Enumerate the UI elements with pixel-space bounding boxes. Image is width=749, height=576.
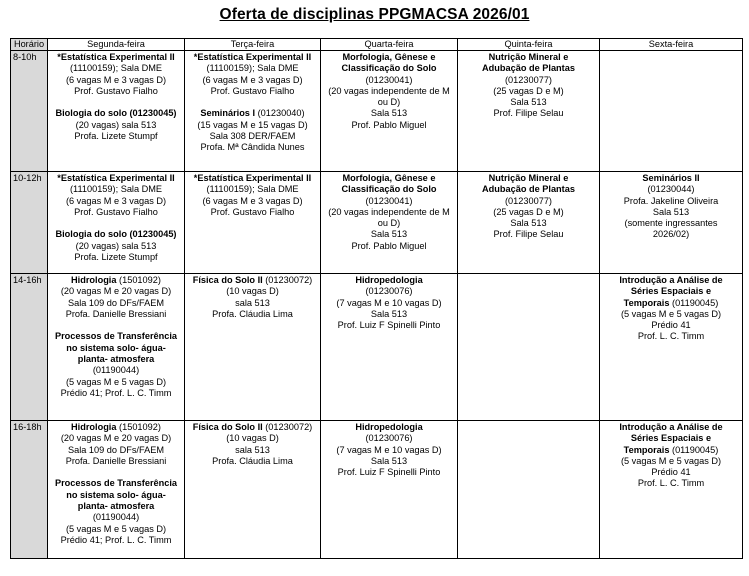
course-detail: Sala 513 [370,308,408,319]
course-entry [323,52,455,131]
course-line [460,108,597,119]
schedule-cell [48,172,185,274]
course-title: *Estatística Experimental II [193,52,312,62]
course-detail: (15 vagas M e 15 vagas D) [197,119,308,130]
course-detail: sala 513 [235,297,270,308]
schedule-cell [185,421,321,559]
course-entry [50,275,182,320]
course-detail: Sala 513 [510,218,547,229]
course-line [50,131,182,142]
course-title: Classificação do Solo [341,184,437,195]
course-line [323,275,455,286]
course-detail: Profa. Danielle Bressiani [65,308,167,319]
header-day: Segunda-feira [48,39,185,51]
header-day: Quarta-feira [321,39,458,51]
course-line [187,63,318,74]
course-line [323,218,455,229]
course-line [50,422,182,433]
course-detail: Prof. L. C. Timm [637,331,705,342]
course-title: *Estatística Experimental II [57,173,175,183]
course-line [323,97,455,108]
course-line [602,229,740,240]
course-line [50,445,182,456]
course-line [323,196,455,207]
course-detail: (20 vagas) sala 513 [75,119,157,130]
course-entry [50,108,182,142]
course-line [602,298,740,309]
course-title: Adubação de Plantas [482,63,575,74]
course-detail: (20 vagas independente de M [328,85,450,96]
course-title: Temporais [623,444,670,455]
course-title: planta- atmosfera [77,501,155,512]
course-line [602,184,740,195]
course-detail: (01230077) [505,74,552,85]
course-line [323,298,455,309]
course-title: planta- atmosfera [77,354,155,365]
course-line [323,456,455,467]
course-detail: (6 vagas M e 3 vagas D) [202,195,303,206]
header-horario: Horário [11,39,48,51]
course-title: Hidropedologia [355,275,423,285]
course-detail: Prof. Gustavo Fialho [210,85,295,96]
course-line [602,433,740,444]
course-detail: Sala 513 [370,108,408,119]
course-detail: Prédio 41 [651,467,691,478]
course-entry [50,229,182,263]
course-line [50,535,182,546]
course-line [187,456,318,467]
course-line [50,52,182,63]
course-detail: (01230076) [365,433,413,444]
course-line [323,75,455,86]
course-title: Adubação de Plantas [482,184,575,195]
course-detail: Sala 513 [370,229,408,240]
course-line [323,320,455,331]
course-title: Biologia do solo (01230045) [55,229,177,240]
course-detail: Profa. Danielle Bressiani [65,455,167,466]
course-line [602,467,740,478]
course-line [460,173,597,184]
course-entry [323,275,455,331]
schedule-cell [321,172,458,274]
course-line [187,131,318,142]
course-line [323,309,455,320]
course-detail: Profa. Lizete Stumpf [74,252,158,263]
course-line [50,501,182,512]
course-detail: (01230072) [262,275,313,285]
schedule-cell [600,172,743,274]
time-slot: 14-16h [11,274,48,421]
course-line [187,309,318,320]
course-title: Hidrologia [71,275,117,285]
course-detail: (01190045) [669,297,719,308]
course-detail: Prédio 41 [651,320,691,331]
course-title: *Estatística Experimental II [57,52,175,62]
course-line [50,331,182,342]
course-line [50,377,182,388]
course-title: Seminários II [642,173,700,183]
course-detail: (01230040) [255,108,305,119]
course-line [323,184,455,195]
course-line [187,75,318,86]
schedule-cell [458,172,600,274]
schedule-cell [321,421,458,559]
header-day: Quinta-feira [458,39,600,51]
course-line [187,286,318,297]
course-line [50,524,182,535]
course-entry [50,173,182,218]
table-row [11,51,743,172]
course-line [50,75,182,86]
course-detail: (20 vagas M e 20 vagas D) [60,286,172,297]
course-detail: (11100159); Sala DME [206,184,299,195]
course-detail: (20 vagas independente de M [328,206,450,217]
course-detail: 2026/02) [652,229,690,240]
course-line [50,433,182,444]
schedule-cell [185,51,321,172]
course-detail: Prof. Pablo Miguel [351,240,427,251]
schedule-cell [458,421,600,559]
schedule-cell [185,274,321,421]
course-title: no sistema solo- água- [66,342,166,353]
schedule-cell [600,51,743,172]
course-line [460,218,597,229]
course-line [50,456,182,467]
course-detail: (7 vagas M e 10 vagas D) [336,444,442,455]
course-line [50,63,182,74]
course-line [50,388,182,399]
course-line [50,512,182,523]
course-line [50,241,182,252]
course-line [323,108,455,119]
course-detail: sala 513 [235,444,270,455]
course-line [187,207,318,218]
course-line [187,422,318,433]
course-line [323,207,455,218]
course-line [323,241,455,252]
course-line [187,120,318,131]
course-title: Nutrição Mineral e [488,52,569,62]
course-detail: (7 vagas M e 10 vagas D) [336,297,442,308]
table-row [11,172,743,274]
course-detail: (1501092) [116,422,161,432]
course-line [323,422,455,433]
course-line [187,86,318,97]
course-line [323,86,455,97]
course-detail: Prédio 41; Prof. L. C. Timm [60,534,172,545]
course-title: Processos de Transferência [54,331,178,342]
course-line [460,52,597,63]
time-slot: 10-12h [11,172,48,274]
course-line [602,478,740,489]
course-entry [50,478,182,546]
course-line [602,275,740,286]
course-line [460,196,597,207]
course-line [50,184,182,195]
course-detail: (01230041) [365,74,413,85]
course-detail: Prof. Gustavo Fialho [210,206,295,217]
course-title: Séries Espaciais e [630,286,712,297]
course-title: *Estatística Experimental II [193,173,312,183]
course-line [602,331,740,342]
schedule-cell [48,274,185,421]
course-entry [602,275,740,343]
course-detail: (20 vagas M e 20 vagas D) [60,433,172,444]
course-detail: Prof. Luiz F Spinelli Pinto [337,467,441,478]
course-title: Seminários I [200,108,256,119]
schedule-cell [458,274,600,421]
course-entry [50,422,182,467]
course-detail: Prof. Filipe Selau [493,108,564,119]
course-title: Nutrição Mineral e [488,173,569,183]
course-line [50,286,182,297]
course-detail: Sala 308 DER/FAEM [209,131,296,142]
course-detail: (6 vagas M e 3 vagas D) [202,74,303,85]
course-line [602,218,740,229]
course-line [50,207,182,218]
time-slot: 8-10h [11,51,48,172]
course-detail: (5 vagas M e 5 vagas D) [65,376,167,387]
course-detail: (5 vagas M e 5 vagas D) [65,523,167,534]
course-line [187,445,318,456]
schedule-cell [321,274,458,421]
course-title: Introdução a Análise de [619,275,723,285]
course-detail: (11100159); Sala DME [69,63,163,74]
course-line [602,456,740,467]
course-detail: Prof. Luiz F Spinelli Pinto [337,320,441,331]
course-line [323,229,455,240]
course-detail: (10 vagas D) [226,433,279,444]
course-line [187,184,318,195]
course-line [187,173,318,184]
course-line [50,173,182,184]
course-line [323,120,455,131]
course-title: Classificação do Solo [341,63,437,74]
course-entry [187,422,318,467]
course-line [602,286,740,297]
course-detail: (6 vagas M e 3 vagas D) [65,74,167,85]
course-detail: Prof. Filipe Selau [493,229,564,240]
course-detail: (01230072) [262,422,313,432]
course-line [602,173,740,184]
course-detail: Profa. Lizete Stumpf [74,131,158,142]
course-title: Hidrologia [71,422,117,432]
course-detail: (20 vagas) sala 513 [75,240,157,251]
course-detail: (01230044) [647,184,695,195]
course-detail: (11100159); Sala DME [69,184,163,195]
course-line [323,52,455,63]
course-line [50,354,182,365]
course-line [50,275,182,286]
course-entry [460,173,597,241]
course-line [602,207,740,218]
course-detail: (25 vagas D e M) [493,85,564,96]
course-line [50,108,182,119]
course-entry [460,52,597,120]
course-line [460,229,597,240]
schedule-cell [48,51,185,172]
course-detail: Sala 513 [370,455,408,466]
course-line [50,120,182,131]
course-line [460,184,597,195]
course-entry [323,173,455,252]
course-title: Biologia do solo (01230045) [55,108,177,119]
course-detail: (6 vagas M e 3 vagas D) [65,195,167,206]
course-entry [602,422,740,490]
schedule-cell [600,274,743,421]
course-line [323,467,455,478]
table-row [11,274,743,421]
course-detail: (11100159); Sala DME [206,63,299,74]
header-row [11,39,743,51]
course-detail: (01190044) [92,365,140,376]
course-title: Física do Solo II [192,275,263,285]
course-line [187,298,318,309]
course-line [187,52,318,63]
course-line [187,433,318,444]
header-day: Terça-feira [185,39,321,51]
course-title: Morfologia, Gênese e [342,52,436,62]
schedule-cell [185,172,321,274]
schedule-cell [458,51,600,172]
course-line [460,97,597,108]
course-detail: Profa. Mª Cândida Nunes [200,142,305,153]
course-title: no sistema solo- água- [66,489,166,500]
course-line [323,286,455,297]
course-line [323,445,455,456]
course-entry [602,173,740,241]
course-line [50,298,182,309]
course-detail: Prof. Gustavo Fialho [74,206,158,217]
course-line [602,422,740,433]
course-line [187,275,318,286]
course-line [602,196,740,207]
schedule-cell [48,421,185,559]
course-detail: Prof. Pablo Miguel [351,119,427,130]
course-detail: Sala 513 [510,97,547,108]
schedule-table [10,38,743,559]
course-title: Morfologia, Gênese e [342,173,436,183]
course-line [50,343,182,354]
course-detail: Profa. Cláudia Lima [212,455,293,466]
course-detail: (5 vagas M e 5 vagas D) [620,455,722,466]
course-detail: Sala 513 [652,206,690,217]
course-line [323,173,455,184]
course-detail: (01230041) [365,195,413,206]
course-title: Introdução a Análise de [619,422,723,432]
course-detail: Prof. Gustavo Fialho [74,85,158,96]
course-entry [187,173,318,218]
course-detail: Profa. Jakeline Oliveira [623,195,719,206]
course-line [187,196,318,207]
course-detail: (01190044) [92,512,140,523]
course-title: Física do Solo II [192,422,263,432]
course-detail: Profa. Cláudia Lima [212,308,293,319]
course-line [187,142,318,153]
course-title: Processos de Transferência [54,478,178,489]
course-entry [323,422,455,478]
course-title: Séries Espaciais e [630,433,712,444]
course-line [460,63,597,74]
course-entry [187,108,318,153]
course-detail: (01230077) [505,195,552,206]
schedule-cell [321,51,458,172]
course-detail: Prof. L. C. Timm [637,478,705,489]
course-detail: (01230076) [365,286,413,297]
course-detail: Sala 109 do DFs/FAEM [67,297,164,308]
course-line [50,252,182,263]
course-line [602,309,740,320]
course-detail: (10 vagas D) [226,286,279,297]
course-line [50,229,182,240]
course-line [460,86,597,97]
course-line [50,478,182,489]
course-line [50,309,182,320]
course-line [323,63,455,74]
course-line [460,207,597,218]
course-line [50,196,182,207]
course-detail: (25 vagas D e M) [493,206,564,217]
course-entry [187,52,318,97]
course-entry [187,275,318,320]
course-line [50,490,182,501]
course-detail: Prédio 41; Prof. L. C. Timm [60,387,172,398]
course-entry [50,52,182,97]
course-line [460,75,597,86]
course-line [602,320,740,331]
schedule-cell [600,421,743,559]
course-line [323,433,455,444]
course-title: Hidropedologia [355,422,423,432]
course-detail: (somente ingressantes [624,218,718,229]
time-slot: 16-18h [11,421,48,559]
course-detail: (1501092) [116,275,161,285]
course-detail: (5 vagas M e 5 vagas D) [620,308,722,319]
course-detail: (01190045) [669,444,719,455]
course-line [50,365,182,376]
course-detail: ou D) [377,97,401,108]
table-row [11,421,743,559]
course-detail: Sala 109 do DFs/FAEM [67,444,164,455]
page-title: Oferta de disciplinas PPGMACSA 2026/01 [219,6,530,23]
course-title: Temporais [623,297,670,308]
course-line [187,108,318,119]
header-day: Sexta-feira [600,39,743,51]
course-line [50,86,182,97]
course-entry [50,331,182,399]
course-line [602,445,740,456]
course-detail: ou D) [377,218,401,229]
